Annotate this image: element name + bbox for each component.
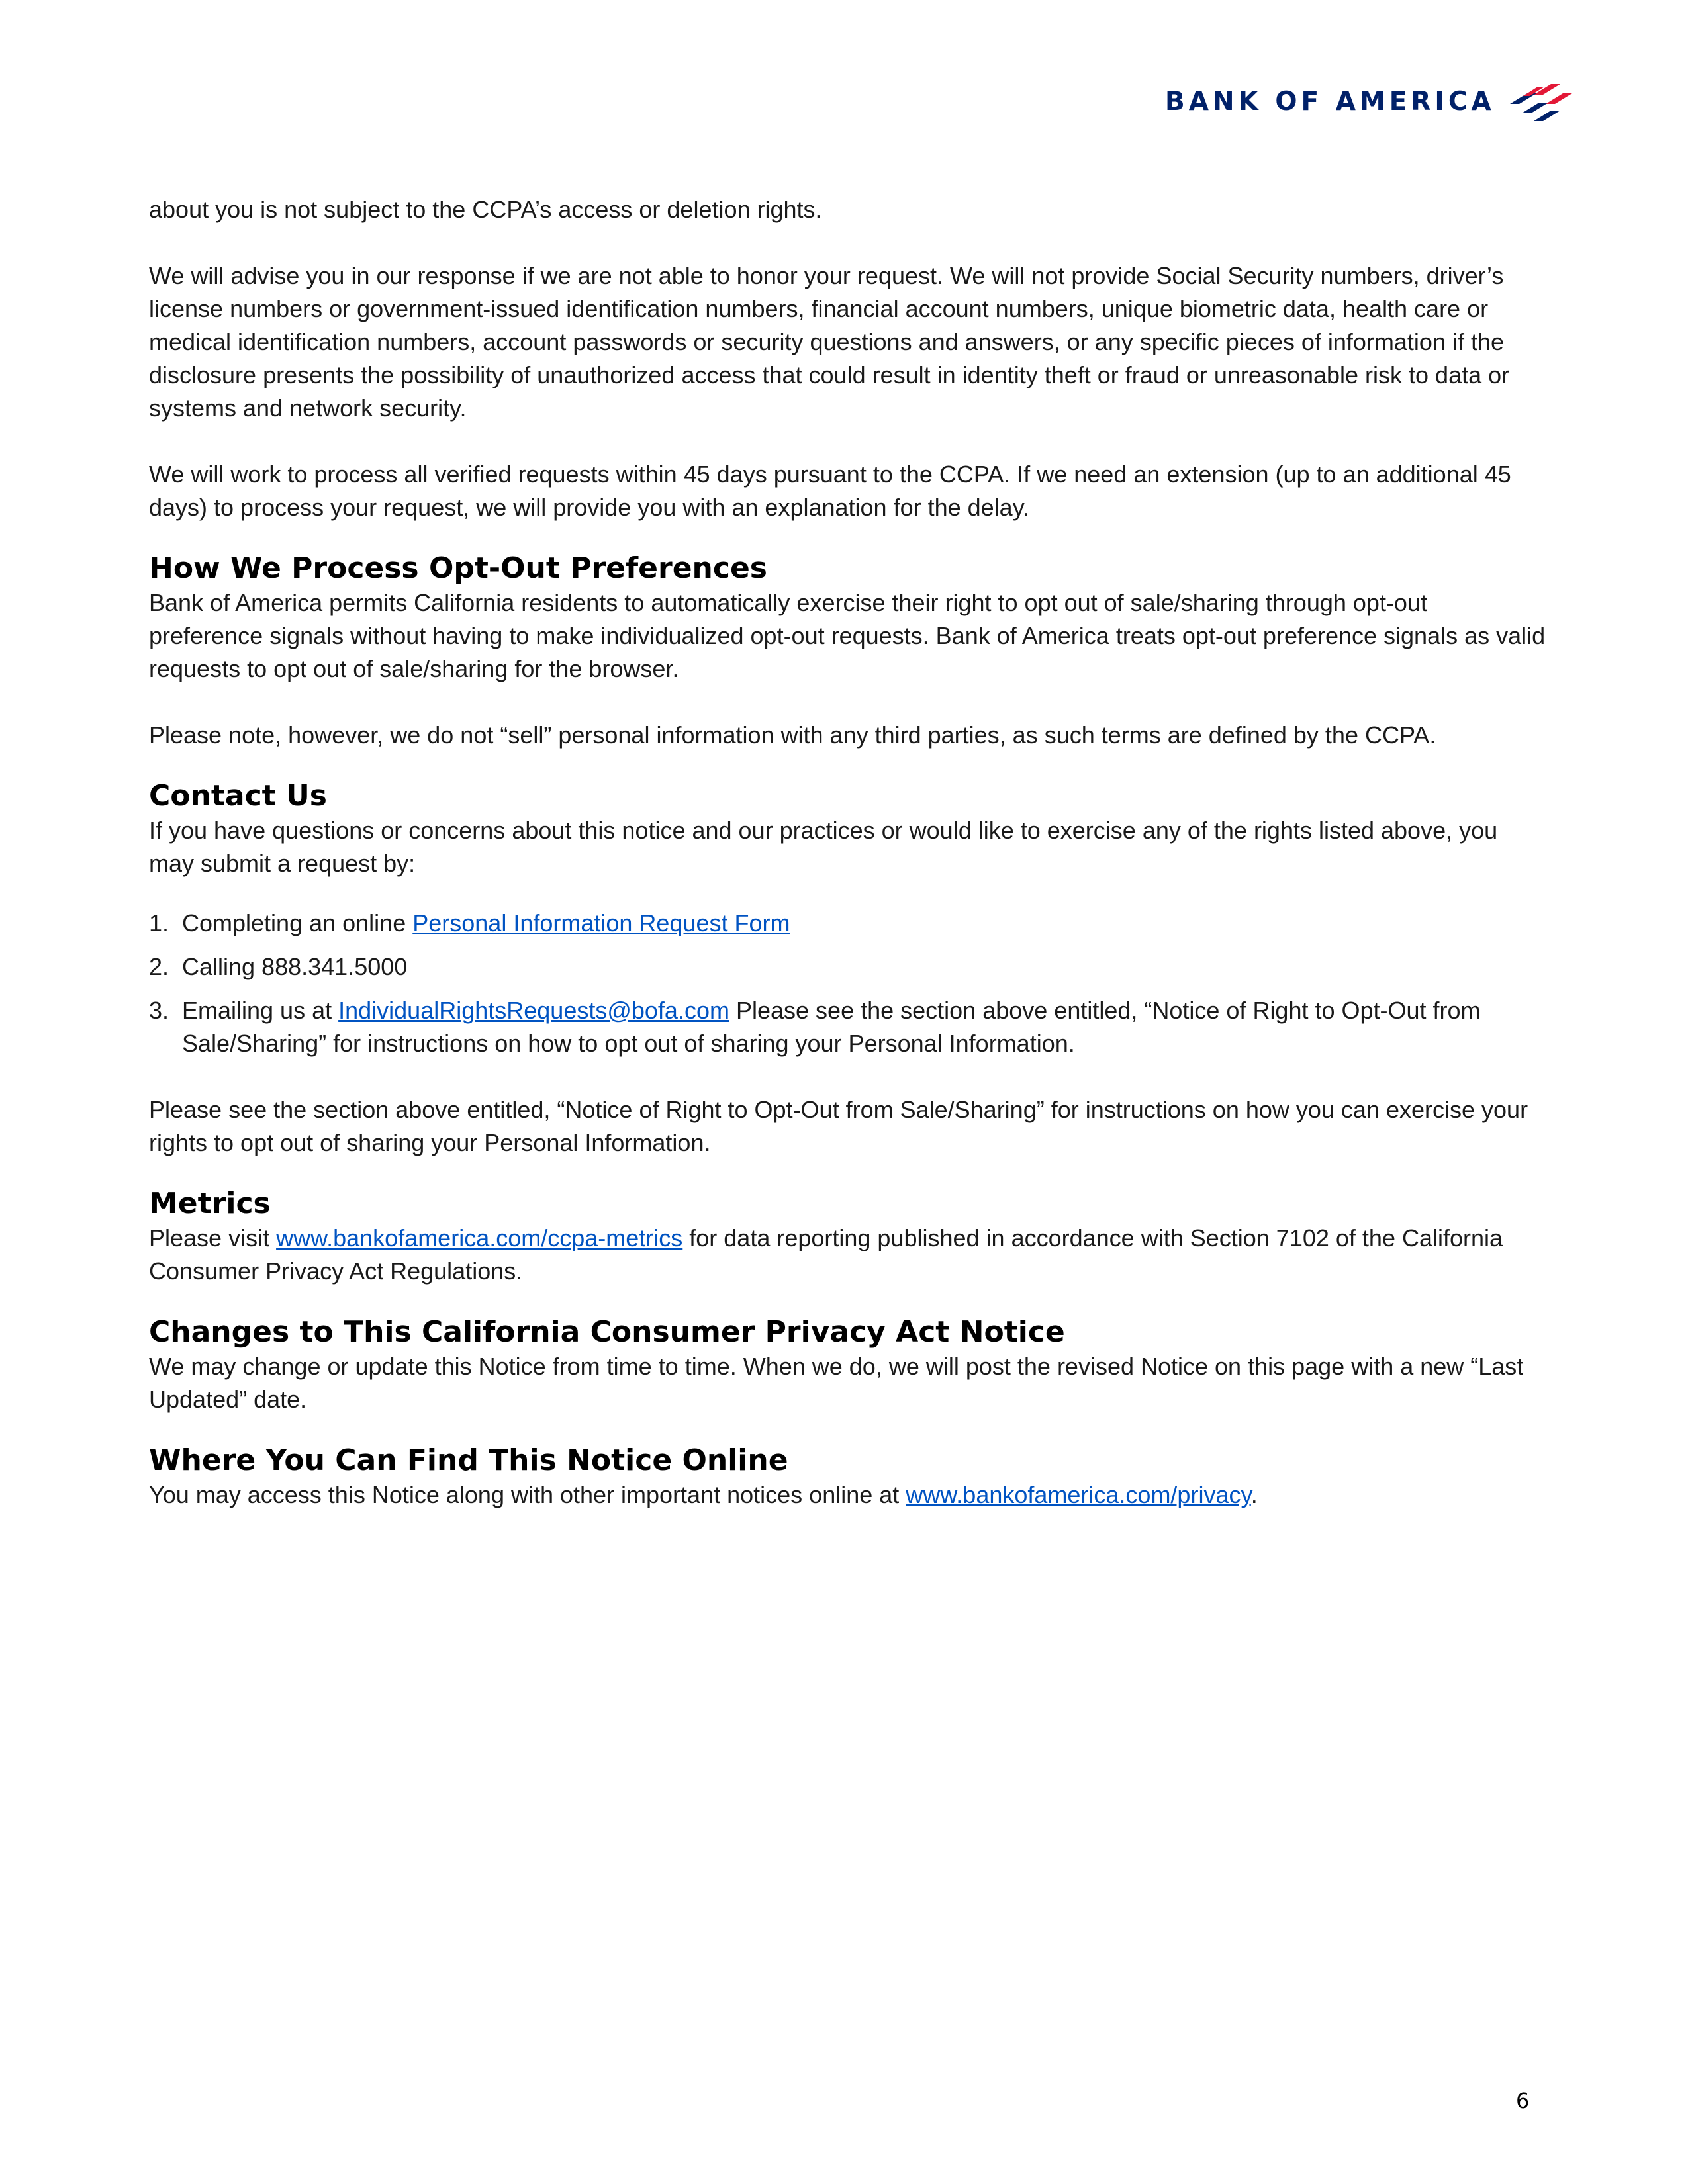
changes-heading: Changes to This California Consumer Privacy Act Notice xyxy=(149,1315,1065,1349)
contact-intro: If you have questions or concerns about this notice and our practices or would like to exercise any of the rights listed above, you may submit a request by: xyxy=(149,817,1498,877)
contact-outro: Please see the section above entitled, “Notice of Right to Opt-Out from Sale/Sharing” for instructions on how you can exercise your rights to opt out of sharing your Personal Information. xyxy=(149,1096,1528,1156)
list-item-suffix: Please see the section above entitled, “Notice of Right to Opt-Out from Sale/Sharing” for instructions on how to opt out of sharing your Personal Information. xyxy=(182,997,1481,1057)
online-prefix: You may access this Notice along with other important notices online at xyxy=(149,1481,906,1508)
contact-methods-list xyxy=(149,907,1546,1060)
online-suffix: . xyxy=(1250,1481,1258,1508)
opt-out-paragraph-1: Bank of America permits California residents to automatically exercise their right to opt out of sale/sharing through opt-out preference signals without having to make individualized opt-out requests. Bank of America treats opt-out preference signals as valid requests to opt out of sale/sharing for the browser. xyxy=(149,589,1546,682)
contact-heading: Contact Us xyxy=(149,779,327,813)
page-number: 6 xyxy=(1516,2088,1530,2113)
opt-out-paragraph-2: Please note, however, we do not “sell” personal information with any third parties, as such terms are defined by the CCPA. xyxy=(149,721,1436,749)
list-item-text xyxy=(182,950,1546,983)
email-link[interactable]: IndividualRightsRequests@bofa.com xyxy=(338,997,729,1024)
document-body xyxy=(149,193,1546,1545)
intro-paragraph-3: We will work to process all verified requests within 45 days pursuant to the CCPA. If we need an extension (up to an additional 45 days) to process your request, we will provide you with an explanation for the delay. xyxy=(149,461,1511,521)
list-item xyxy=(149,950,1546,983)
metrics-paragraph xyxy=(149,1222,1546,1288)
request-form-link[interactable]: Personal Information Request Form xyxy=(412,909,790,936)
list-item-number: 3. xyxy=(149,997,169,1024)
intro-paragraph-1: about you is not subject to the CCPA’s access or deletion rights. xyxy=(149,196,822,223)
logo-wordmark: BANK OF AMERICA xyxy=(1165,86,1495,116)
ccpa-metrics-link[interactable]: www.bankofamerica.com/ccpa-metrics xyxy=(276,1224,683,1251)
intro-paragraph-2: We will advise you in our response if we are not able to honor your request. We will not provide Social Security numbers, driver’s license numbers or government-issued identification numbers, financial account numbers, unique biometric data, health care or medical identification numbers, account passwords or security questions and answers, or any specific pieces of information if the disclosure presents the possibility of unauthorized access that could result in identity theft or fraud or unreasonable risk to data or systems and network security. xyxy=(149,262,1510,422)
opt-out-heading: How We Process Opt-Out Preferences xyxy=(149,551,767,585)
list-item-prefix: Completing an online xyxy=(182,909,413,936)
metrics-heading: Metrics xyxy=(149,1187,271,1220)
list-item-number: 1. xyxy=(149,909,169,936)
list-item xyxy=(149,907,1546,940)
online-paragraph xyxy=(149,1479,1546,1512)
list-item-prefix: Emailing us at xyxy=(182,997,339,1024)
changes-paragraph: We may change or update this Notice from time to time. When we do, we will post the revised Notice on this page with a new “Last Updated” date. xyxy=(149,1353,1524,1413)
metrics-prefix: Please visit xyxy=(149,1224,277,1251)
list-item-prefix: Calling 888.341.5000 xyxy=(182,953,408,980)
online-heading: Where You Can Find This Notice Online xyxy=(149,1443,788,1477)
metrics-suffix: for data reporting published in accordance with Section 7102 of the California Consumer Privacy Act Regulations. xyxy=(149,1224,1503,1285)
list-item-text xyxy=(182,994,1546,1060)
list-item xyxy=(149,994,1546,1060)
privacy-link[interactable]: www.bankofamerica.com/privacy xyxy=(906,1481,1251,1508)
list-item-number: 2. xyxy=(149,953,169,980)
list-item-text xyxy=(182,907,1546,940)
bank-of-america-logo xyxy=(1165,78,1575,124)
flag-logo-icon xyxy=(1503,81,1575,121)
